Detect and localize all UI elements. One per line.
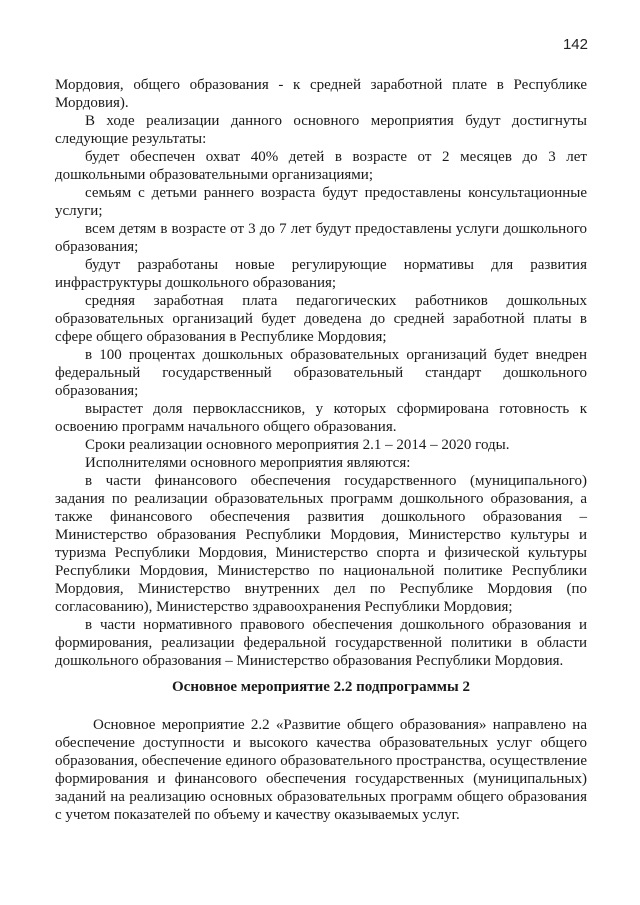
paragraph-executors-regulatory: в части нормативного правового обеспечения дошкольного образования и формирования, реализации федеральной государственной политики в области дошкольного образования – Министерство образования Республики Мордовия. xyxy=(55,617,587,669)
paragraph-executors-financial: в части финансового обеспечения государственного (муниципального) задания по реализации образовательных программ дошкольного образования, а также финансового обеспечения развития дошкольного образования – Министерство образования Республики Мордовия, Министерство культуры и туризма Республики Мордовия, Министерство спорта и физической культуры Республики Мордовия, Министерство по национальной политике Республики Мордовия, Министерство внутренних дел по Республике Мордовия (по согласованию), Министерство здравоохранения Республики Мордовия; xyxy=(55,473,587,615)
paragraph-timeline: Сроки реализации основного мероприятия 2.1 – 2014 – 2020 годы. xyxy=(85,437,510,453)
paragraph-result-services: всем детям в возрасте от 3 до 7 лет будут предоставлены услуги дошкольного образования; xyxy=(55,221,587,255)
page-number: 142 xyxy=(562,36,588,53)
section-paragraph: Основное мероприятие 2.2 «Развитие общего образования» направлено на обеспечение доступности и высокого качества образовательных услуг общего образования, обеспечение единого образовательного пространства, осуществление формирования и финансового обеспечения государственных (муниципальных) заданий на реализацию основных образовательных программ общего образования с учетом показателей по объему и качеству оказываемых услуг. xyxy=(55,717,587,823)
paragraph-executors-intro: Исполнителями основного мероприятия являются: xyxy=(85,455,411,471)
paragraph-results-intro: В ходе реализации данного основного мероприятия будут достигнуты следующие результаты: xyxy=(55,113,587,147)
paragraph-result-norms: будут разработаны новые регулирующие нормативы для развития инфраструктуры дошкольного образования; xyxy=(55,257,587,291)
paragraph-result-readiness: вырастет доля первоклассников, у которых сформирована готовность к освоению программ начального общего образования. xyxy=(55,401,587,435)
paragraph-result-consulting: семьям с детьми раннего возраста будут предоставлены консультационные услуги; xyxy=(55,185,587,219)
paragraph-continuation: Мордовия, общего образования - к средней заработной плате в Республике Мордовия). xyxy=(55,77,587,111)
document-body xyxy=(55,76,587,670)
section-body xyxy=(55,716,587,824)
section-heading: Основное мероприятие 2.2 подпрограммы 2 xyxy=(172,679,470,695)
paragraph-result-coverage: будет обеспечен охват 40% детей в возрасте от 2 месяцев до 3 лет дошкольными образовательными организациями; xyxy=(55,149,587,183)
paragraph-result-salary: средняя заработная плата педагогических работников дошкольных образовательных организаций будет доведена до средней заработной платы в сфере общего образования в Республике Мордовия; xyxy=(55,293,587,345)
paragraph-result-standard: в 100 процентах дошкольных образовательных организаций будет внедрен федеральный государственный образовательный стандарт дошкольного образования; xyxy=(55,347,587,399)
